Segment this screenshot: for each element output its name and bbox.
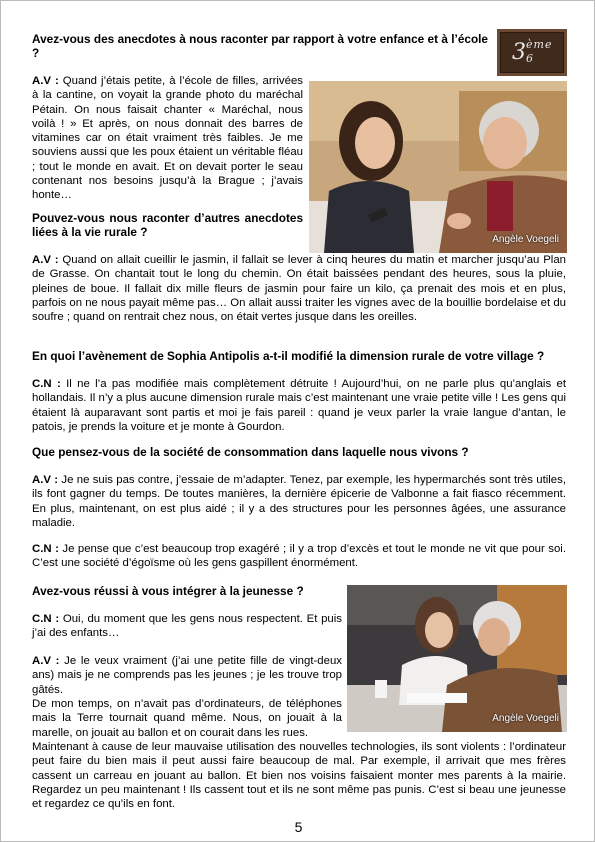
answer-text: Je le veux vraiment (j’ai une petite fille de vingt-deux ans) mais je ne comprends pas les jeunes ; je les trouve trop gâtés.: [32, 655, 342, 696]
answer-6: [32, 612, 342, 641]
answer-7-continued: De mon temps, on n’avait pas d’ordinateurs, de téléphones mais la Terre tournait quand même. Nous, on jouait à la marelle, on jouait au ballon et on courait dans les rues.: [32, 698, 342, 739]
answer-text: Quand j’étais petite, à l’école de filles, arrivées à la cantine, on voyait la grande photo du maréchal Pétain. On nous faisait chanter « Maréchal, nous voilà ! » Et après, on nous donnait des barres de vitamines car on était vraiment très faibles. Je me souviens aussi que les poux étaient un véritable fléau ; tout le monde en avait. Et on devait porter le seau contenant nos besoins jusqu’à la Brague ; j’avais honte…: [32, 75, 303, 202]
answer-7: [32, 654, 342, 697]
question-2: Pouvez-vous nous raconter d’autres anecdotes liées à la vie rurale ?: [32, 211, 303, 240]
question-1: Avez-vous des anecdotes à nous raconter par rapport à votre enfance et à l’école ?: [32, 32, 488, 61]
speaker-label: C.N :: [32, 543, 59, 555]
speaker-label: A.V :: [32, 655, 60, 667]
answer-text: Je ne suis pas contre, j’essaie de m’adapter. Tenez, par exemple, les hypermarchés sont très utiles, ils font gagner du temps. De toutes manières, la dernière épicerie de Valbonne a fait fiasco récemment. En plus, maintenant, on est plus aidé ; il y a des structures pour les personnes âgées, une assurance maladie.: [32, 474, 566, 529]
speaker-label: A.V :: [32, 75, 59, 87]
answer-text: Quand on allait cueillir le jasmin, il fallait se lever à cinq heures du matin et marcher jusqu’au Plan de Grasse. On chantait tout le long du chemin. On était baissées pendant des heures, sous la pluie, pleines de boue. Il fallait dix mille fleurs de jasmin pour faire un kilo, ça prenait des mois et en plus, parfois on ne nous payait même pas… On allait aussi traiter les vignes avec de la bouillie bordelaise et du soufre ; quand on rentrait chez nous, on était vertes jusque dans les oreilles.: [32, 254, 566, 324]
speaker-label: C.N :: [32, 378, 61, 390]
speaker-label: A.V :: [32, 254, 59, 266]
speaker-label: C.N :: [32, 613, 60, 625]
question-3: En quoi l’avènement de Sophia Antipolis a-t-il modifié la dimension rurale de votre village ?: [32, 349, 545, 363]
speaker-label: A.V :: [32, 474, 59, 486]
badge-superscript: ème 6: [526, 38, 553, 66]
interview-photo-1: [309, 81, 567, 253]
answer-4: [32, 473, 566, 530]
answer-2: [32, 253, 566, 324]
answer-1: [32, 74, 303, 203]
answer-5: [32, 542, 566, 571]
answer-text: Je pense que c’est beaucoup trop exagéré ; il y a trop d’excès et tout le monde ne vit que pour soi. C’est une société d’égoïsme où les gens gaspillent énormément.: [32, 543, 566, 570]
page-number: 5: [294, 819, 303, 835]
question-5: Avez-vous réussi à vous intégrer à la jeunesse ?: [32, 584, 304, 598]
photo-credit: Angèle Voegeli: [492, 712, 559, 724]
class-badge: [497, 29, 567, 76]
interview-photo-2: [347, 585, 567, 732]
question-4: Que pensez-vous de la société de consommation dans laquelle nous vivons ?: [32, 445, 469, 459]
answer-text: Oui, du moment que les gens nous respectent. Et puis j’ai des enfants…: [32, 613, 342, 640]
answer-7-conclusion: Maintenant à cause de leur mauvaise utilisation des nouvelles technologies, ils sont violents : l’ordinateur peut faire du bien mais il peut aussi faire beaucoup de mal. Par exemple, il arrivait que mes frères cassent un carreau en jouant au ballon. Et bien nos voisins faisaient monter mes parents à la mairie. Regardez un peu maintenant ! Ils cassent tout et ils ne sont même pas punis. C’est si beau une jeunesse et regardez ce qu’ils en font.: [32, 741, 566, 811]
answer-3: [32, 377, 566, 434]
answer-text: Il ne l’a pas modifiée mais complètement détruite ! Aujourd’hui, on ne parle plus qu’anglais et hollandais. Il n’y a plus aucune dimension rurale mais c’est maintenant une vraie petite ville ! Les gens qui étaient là auparavant sont partis et moi je fais pareil : quand je veux parler la vraie langue d’antan, le patois, je prends la voiture et je monte à Gourdon.: [32, 378, 566, 433]
badge-number: 3: [512, 40, 526, 65]
photo-credit: Angèle Voegeli: [492, 233, 559, 245]
